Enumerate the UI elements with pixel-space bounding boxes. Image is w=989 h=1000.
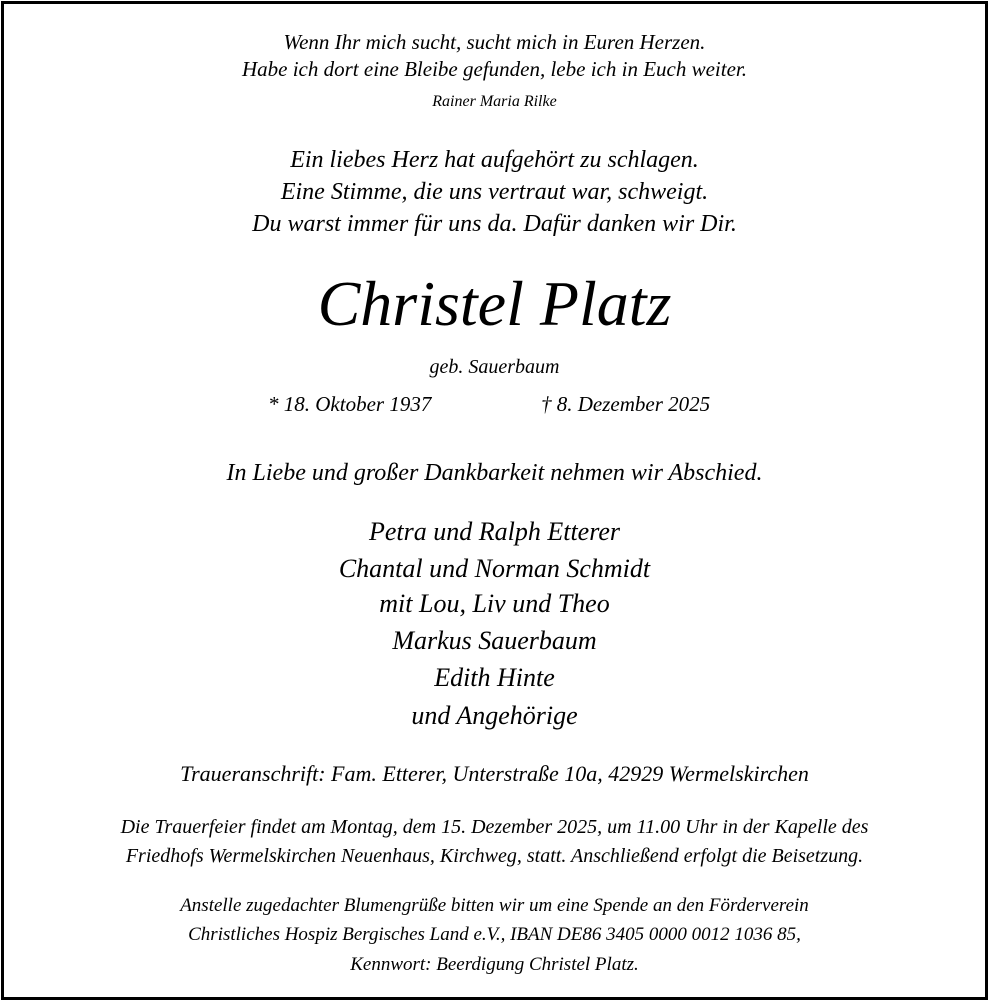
mourner-line: und Angehörige [411,701,578,730]
deceased-name: Christel Platz [317,268,672,339]
donation-line: Christliches Hospiz Bergisches Land e.V., IBAN DE86 3405 0000 0012 1036 85, [188,924,801,945]
mourner-line: Chantal und Norman Schmidt [338,554,651,583]
death-date: † 8. Dezember 2025 [541,392,711,416]
quote-line: Habe ich dort eine Bleibe gefunden, lebe ich in Euch weiter. [241,57,747,81]
farewell-line: In Liebe und großer Dankbarkeit nehmen wir Abschied. [226,460,763,486]
mourner-line: mit Lou, Liv und Theo [379,589,610,618]
mourner-line: Petra und Ralph Etterer [368,517,621,546]
mourning-address: Traueranschrift: Fam. Etterer, Unterstraße 10a, 42929 Wermelskirchen [180,761,809,786]
maiden-name: geb. Sauerbaum [429,356,560,378]
ceremony-line: Die Trauerfeier findet am Montag, dem 15. Dezember 2025, um 11.00 Uhr in der Kapelle des [120,816,869,838]
ceremony-line: Friedhofs Wermelskirchen Neuenhaus, Kirchweg, statt. Anschließend erfolgt die Beisetzung. [125,845,864,867]
donation-line: Kennwort: Beerdigung Christel Platz. [350,954,639,975]
mourner-line: Edith Hinte [434,663,555,692]
verse-line: Ein liebes Herz hat aufgehört zu schlagen. [290,147,699,173]
mourner-line: Markus Sauerbaum [392,626,597,655]
verse-line: Eine Stimme, die uns vertraut war, schweigt. [280,179,709,205]
birth-date: * 18. Oktober 1937 [268,392,432,416]
verse-line: Du warst immer für uns da. Dafür danken wir Dir. [252,211,737,237]
quote-line: Wenn Ihr mich sucht, sucht mich in Euren Herzen. [283,30,706,54]
donation-line: Anstelle zugedachter Blumengrüße bitten wir um eine Spende an den Förderverein [180,895,809,916]
quote-author: Rainer Maria Rilke [432,93,557,110]
